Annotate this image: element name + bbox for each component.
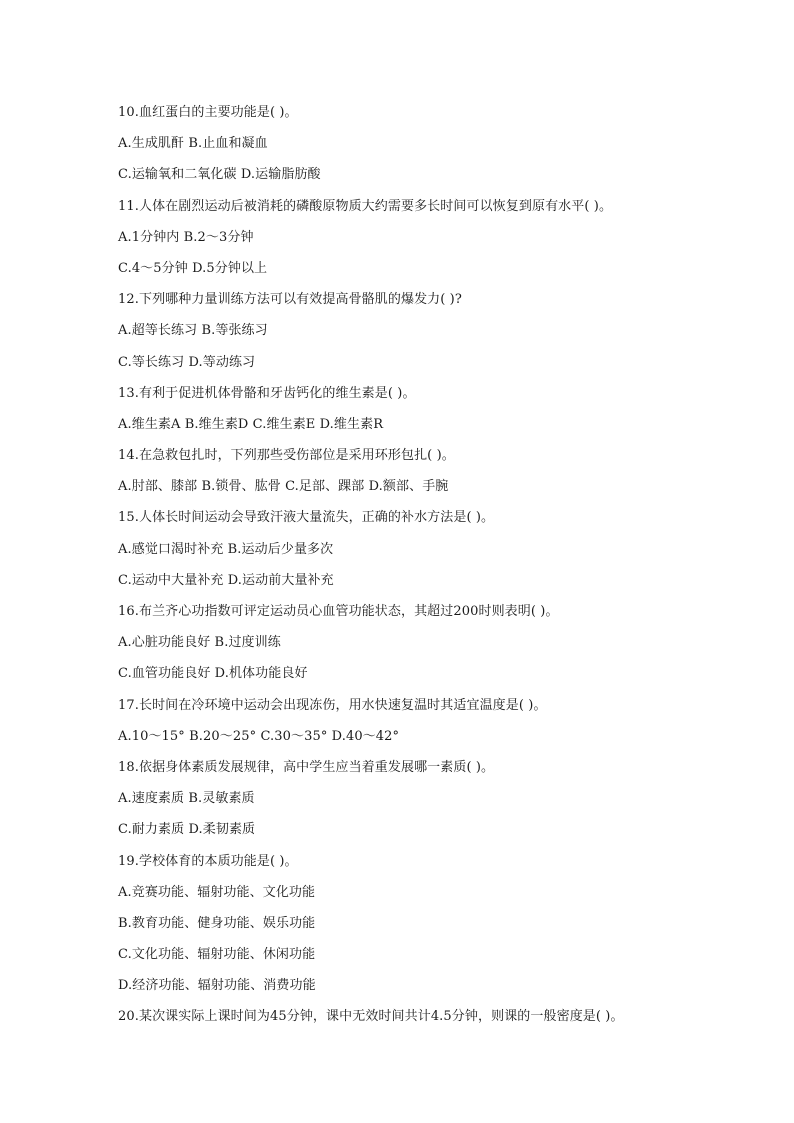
question-14-stem: 14.在急救包扎时，下列那些受伤部位是采用环形包扎( )。 bbox=[118, 448, 455, 464]
question-10-options-cd: C.运输氧和二氧化碳 D.运输脂肪酸 bbox=[118, 167, 321, 183]
question-19-option-c: C.文化功能、辐射功能、休闲功能 bbox=[118, 947, 316, 963]
question-15-options-ab: A.感觉口渴时补充 B.运动后少量多次 bbox=[118, 541, 334, 557]
question-16-options-cd: C.血管功能良好 D.机体功能良好 bbox=[118, 666, 308, 682]
question-13-options: A.维生素A B.维生素D C.维生素E D.维生素R bbox=[118, 416, 384, 432]
question-10-stem: 10.血红蛋白的主要功能是( )。 bbox=[118, 105, 298, 120]
question-12-options-cd: C.等长练习 D.等动练习 bbox=[118, 354, 256, 370]
question-11-options-ab: A.1分钟内 B.2～3分钟 bbox=[118, 229, 254, 245]
question-18-options-cd: C.耐力素质 D.柔韧素质 bbox=[118, 822, 256, 838]
question-11-stem: 11.人体在剧烈运动后被消耗的磷酸原物质大约需要多长时间可以恢复到原有水平( )。 bbox=[118, 198, 613, 214]
question-18-stem: 18.依据身体素质发展规律，高中学生应当着重发展哪一素质( )。 bbox=[118, 759, 495, 775]
question-12-options-ab: A.超等长练习 B.等张练习 bbox=[118, 323, 268, 339]
question-16-options-ab: A.心脏功能良好 B.过度训练 bbox=[118, 635, 281, 651]
question-17-options: A.10～15° B.20～25° C.30～35° D.40～42° bbox=[118, 728, 400, 744]
question-16-stem: 16.布兰齐心功指数可评定运动员心血管功能状态，其超过200时则表明( )。 bbox=[118, 604, 559, 619]
question-19-option-a: A.竞赛功能、辐射功能、文化功能 bbox=[118, 884, 316, 900]
question-14-options: A.肘部、膝部 B.锁骨、肱骨 C.足部、踝部 D.额部、手腕 bbox=[118, 479, 449, 495]
question-list bbox=[118, 103, 698, 1039]
question-10-options-ab: A.生成肌酐 B.止血和凝血 bbox=[118, 136, 268, 152]
question-19-option-b: B.教育功能、健身功能、娱乐功能 bbox=[118, 915, 316, 931]
question-18-options-ab: A.速度素质 B.灵敏素质 bbox=[118, 791, 255, 807]
question-11-options-cd: C.4～5分钟 D.5分钟以上 bbox=[118, 260, 268, 276]
question-20-stem: 20.某次课实际上课时间为45分钟，课中无效时间共计4.5分钟，则课的一般密度是( )。 bbox=[118, 1009, 624, 1025]
question-15-stem: 15.人体长时间运动会导致汗液大量流失，正确的补水方法是( )。 bbox=[118, 510, 495, 526]
question-19-option-d: D.经济功能、辐射功能、消费功能 bbox=[118, 978, 316, 994]
question-12-stem: 12.下列哪种力量训练方法可以有效提高骨骼肌的爆发力( )? bbox=[118, 292, 462, 308]
question-17-stem: 17.长时间在冷环境中运动会出现冻伤，用水快速复温时其适宜温度是( )。 bbox=[118, 697, 547, 713]
question-19-stem: 19.学校体育的本质功能是( )。 bbox=[118, 853, 298, 869]
question-15-options-cd: C.运动中大量补充 D.运动前大量补充 bbox=[118, 572, 334, 588]
question-13-stem: 13.有利于促进机体骨骼和牙齿钙化的维生素是( )。 bbox=[118, 385, 416, 401]
